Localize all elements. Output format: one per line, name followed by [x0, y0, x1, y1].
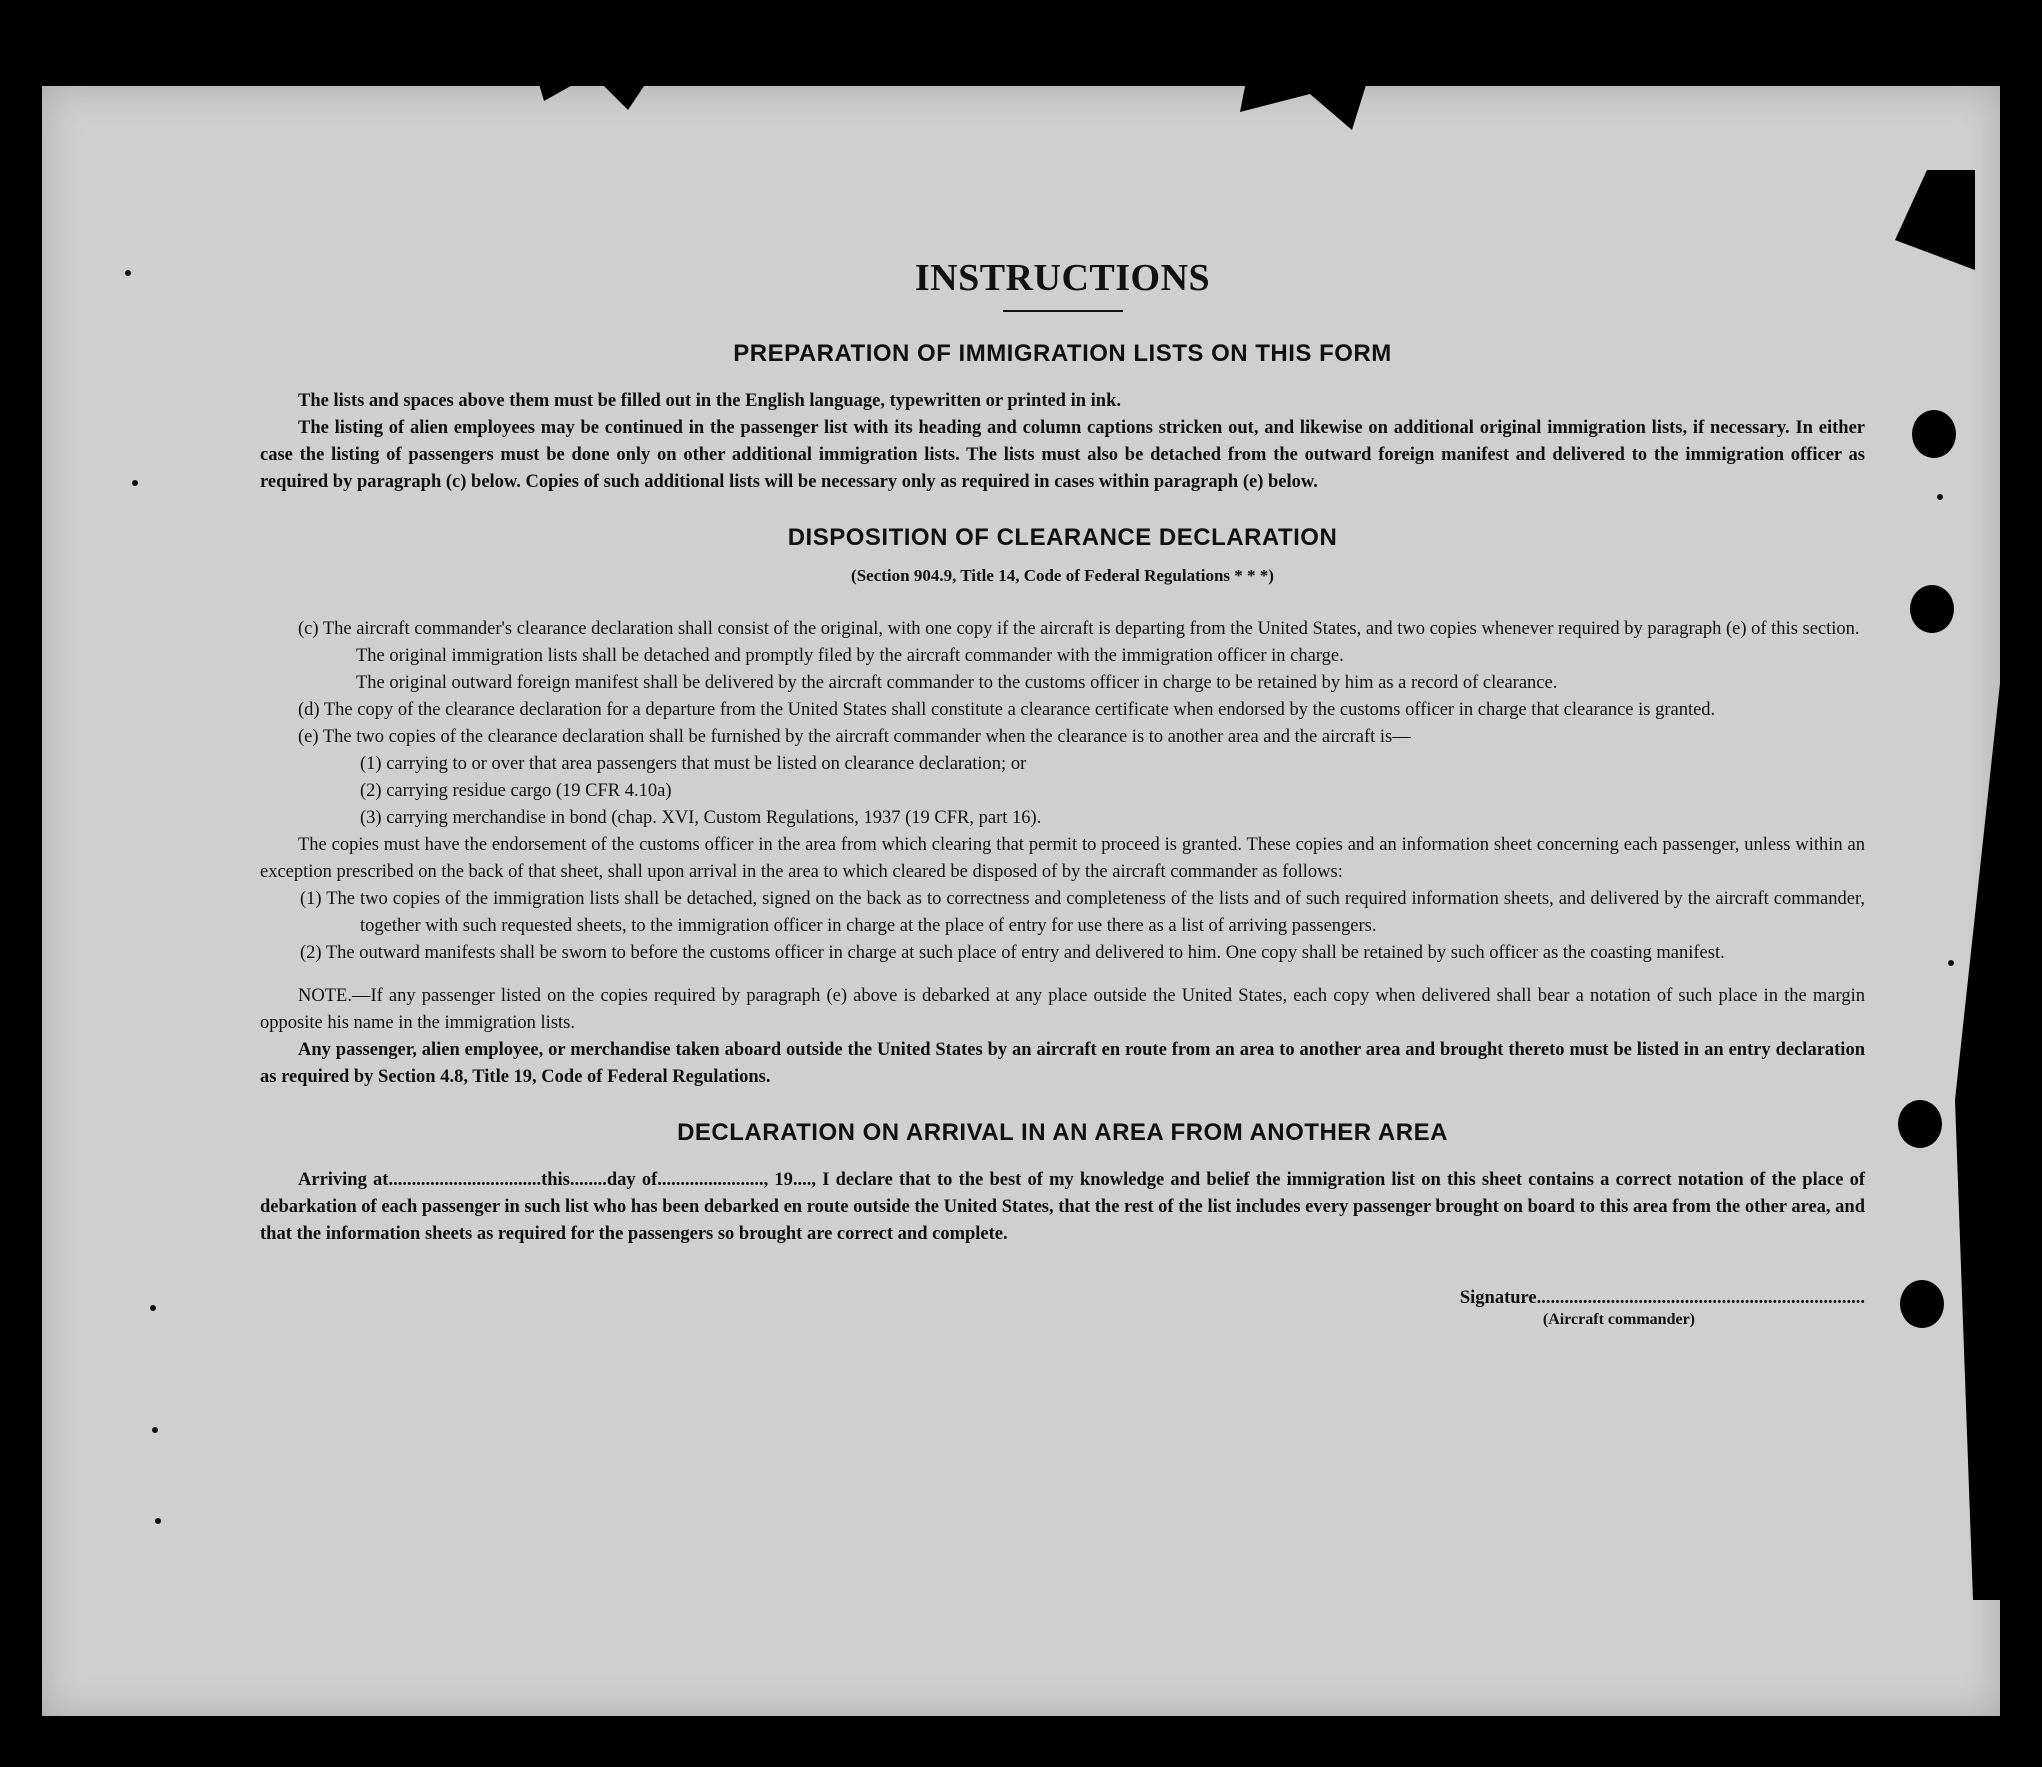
signature-line: Signature....................................................................... [1459, 1288, 1865, 1308]
section-citation: (Section 904.9, Title 14, Code of Federal Regulations * * *) [851, 566, 1274, 585]
instructions-content [260, 256, 1865, 1329]
paragraph-copies-2: (2) The outward manifests shall be sworn to before the customs officer in charge at such place of entry and delivered to him. One copy shall be retained by such officer as the coasting manifest. [300, 943, 1725, 963]
list-item: (1) carrying to or over that area passengers that must be listed on clearance declaration; or [360, 754, 1027, 774]
punch-hole [1898, 1100, 1942, 1148]
paragraph-c-immigration-lists: The original immigration lists shall be detached and promptly filed by the aircraft commander with the immigration officer in charge. [356, 646, 1344, 666]
page-title: INSTRUCTIONS [914, 257, 1211, 299]
document-page [42, 86, 2000, 1716]
paragraph-any-passenger: Any passenger, alien employee, or merchandise taken aboard outside the United States by an aircraft en route from an area to another area and brought thereto must be listed in an entry declaration as required by Section 4.8, Title 19, Code of Federal Regulations. [260, 1040, 1865, 1087]
punch-hole [1912, 410, 1956, 458]
punch-hole [1910, 585, 1954, 633]
speck [150, 1305, 156, 1311]
paragraph-copies-1: (1) The two copies of the immigration lists shall be detached, signed on the back as to correctness and completeness of the lists and of such required information sheets, and delivered by the aircraft commander, together with such requested sheets, to the immigration officer in charge at the place of entry for use there as a list of arriving passengers. [300, 889, 1865, 936]
speck [155, 1518, 161, 1524]
paragraph-c: (c) The aircraft commander's clearance declaration shall consist of the original, with one copy if the aircraft is departing from the United States, and two copies whenever required by paragraph (e) of this section. [298, 619, 1860, 639]
speck [125, 270, 131, 276]
paragraph-declaration: Arriving at.................................this........day of......................., 19...., I declare that to the best of my knowledge and belief the immigration list on this sheet contains a correct notation of the place of debarkation of each passenger in such list who has been debarked en route outside the United States, that the rest of the list includes every passenger brought on board to this area from the other area, and that the information sheets as required for the passengers so brought are correct and complete. [260, 1170, 1865, 1244]
section-heading-preparation: PREPARATION OF IMMIGRATION LISTS ON THIS FORM [733, 340, 1392, 367]
list-item: (2) carrying residue cargo (19 CFR 4.10a) [360, 781, 672, 801]
speck [1948, 960, 1954, 966]
signature-caption: (Aircraft commander) [1542, 1311, 1695, 1328]
speck [1937, 494, 1943, 500]
paragraph-copies: The copies must have the endorsement of the customs officer in the area from which clearing that permit to proceed is granted. These copies and an information sheet concerning each passenger, unless within an exception prescribed on the back of that sheet, shall upon arrival in the area to which cleared be disposed of by the aircraft commander as follows: [260, 835, 1865, 882]
section-heading-disposition: DISPOSITION OF CLEARANCE DECLARATION [787, 524, 1338, 551]
paragraph-alien-employees: The listing of alien employees may be continued in the passenger list with its heading and column captions stricken out, and likewise on additional original immigration lists, if necessary. In either case the listing of passengers must be done only on other additional immigration lists. The lists must also be detached from the outward foreign manifest and delivered to the immigration officer as required by paragraph (c) below. Copies of such additional lists will be necessary only as required in cases within paragraph (e) below. [260, 418, 1865, 492]
paragraph-c-outward-manifest: The original outward foreign manifest shall be delivered by the aircraft commander to the customs officer in charge to be retained by him as a record of clearance. [356, 673, 1558, 693]
list-item: (3) carrying merchandise in bond (chap. XVI, Custom Regulations, 1937 (19 CFR, part 16). [360, 808, 1042, 828]
punch-hole [1900, 1280, 1944, 1328]
paragraph-note: NOTE.—If any passenger listed on the copies required by paragraph (e) above is debarked at any place outside the United States, each copy when delivered shall bear a notation of such place in the margin opposite his name in the immigration lists. [260, 986, 1865, 1033]
speck [152, 1427, 158, 1433]
paragraph-language: The lists and spaces above them must be filled out in the English language, typewritten or printed in ink. [298, 391, 1121, 411]
section-heading-declaration: DECLARATION ON ARRIVAL IN AN AREA FROM ANOTHER AREA [677, 1119, 1448, 1146]
paragraph-d: (d) The copy of the clearance declaration for a departure from the United States shall constitute a clearance certificate when endorsed by the customs officer in charge that clearance is granted. [298, 700, 1716, 720]
speck [132, 480, 138, 486]
paragraph-e: (e) The two copies of the clearance declaration shall be furnished by the aircraft commander when the clearance is to another area and the aircraft is— [298, 727, 1411, 747]
title-rule [1003, 310, 1123, 312]
